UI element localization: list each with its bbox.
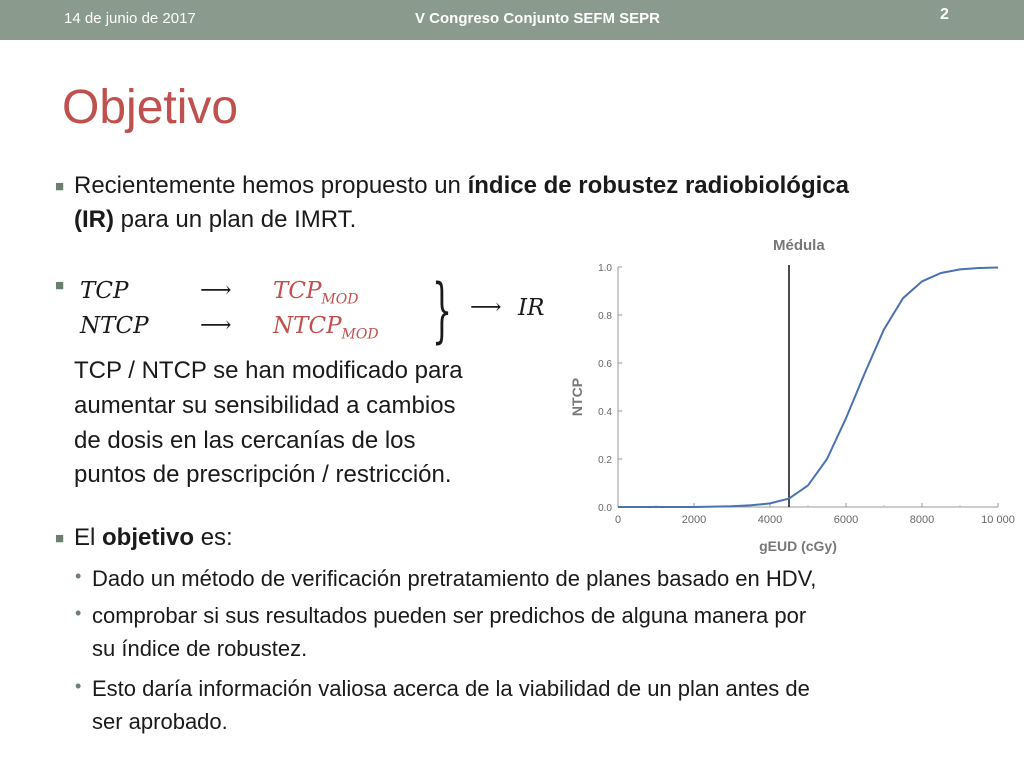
x-tick-label: 8000 [909,514,935,526]
subitem-2-line-1: comprobar si sus resultados pueden ser predichos de alguna manera por [92,603,807,628]
arrow-icon: ⟶ [200,278,232,303]
x-tick-label: 4000 [757,514,783,526]
ntcp-chart [560,230,1020,560]
medula-marker-label: Médula [773,237,825,254]
y-tick-label: 0.0 [598,503,612,514]
bullet-2-bold: objetivo [102,524,195,551]
y-tick-label: 0.4 [598,407,612,418]
slide-title: Objetivo [62,81,239,134]
bullet-2-text: El [74,524,103,551]
math-ntcp: NTCP [80,313,149,339]
header-bar [0,0,1024,40]
square-bullet-icon: ■ [55,530,65,547]
paragraph-line-4: puntos de prescripción / restricción. [74,461,452,488]
math-tcp-mod: $TCP_{MOD}$ [273,278,359,308]
subitem-3-line-2: ser aprobado. [92,709,228,734]
bullet-1-line-2 [74,203,356,237]
y-axis-label: NTCP [569,377,585,417]
header-conference: V Congreso Conjunto SEFM SEPR [415,10,661,27]
bullet-1-line-1 [74,169,849,203]
dot-bullet-icon: • [75,566,82,586]
arrow-icon: ⟶ [470,295,502,320]
x-tick-label: 0 [614,514,622,526]
subitem-1: Dado un método de verificación pretratamiento de planes basado en HDV, [92,566,817,591]
bullet-1-text-end: para un plan de IMRT. [113,206,357,233]
math-ir: IR [518,295,545,321]
y-tick-label: 1.0 [598,263,612,274]
curly-brace: } [432,269,453,351]
ntcp-curve [618,268,998,508]
bullet-1-bold-text: índice de robustez radiobiológica [467,172,849,199]
x-tick-label: 6000 [833,514,859,526]
dot-bullet-icon: • [75,676,82,696]
paragraph-line-1: TCP / NTCP se han modificado para [74,357,463,384]
bullet-2 [74,521,233,555]
math-tcp: TCP [80,278,129,304]
arrow-icon: ⟶ [200,313,232,338]
x-tick-label: 2000 [681,514,707,526]
bullet-2-text-end: es: [194,524,233,551]
subitem-3-line-1: Esto daría información valiosa acerca de la viabilidad de un plan antes de [92,676,810,701]
square-bullet-icon: ■ [55,277,65,294]
y-tick-label: 0.8 [598,311,612,322]
y-tick-label: 0.2 [598,455,612,466]
math-ntcp-mod: $NTCP_{MOD}$ [273,313,379,343]
page-number: 2 [940,6,949,23]
bullet-1-text: Recientemente hemos propuesto un [74,172,468,199]
header-date: 14 de junio de 2017 [64,10,196,27]
paragraph-line-3: de dosis en las cercanías de los [74,427,416,454]
x-tick-label: 10 000 [981,514,1015,526]
dot-bullet-icon: • [75,603,82,623]
y-tick-label: 0.6 [598,359,612,370]
subitem-2-line-2: su índice de robustez. [92,636,308,661]
square-bullet-icon: ■ [55,178,65,195]
paragraph-line-2: aumentar su sensibilidad a cambios [74,392,456,419]
x-axis-label: gEUD (cGy) [759,538,837,554]
bullet-1-ir-bold: (IR) [74,206,114,233]
